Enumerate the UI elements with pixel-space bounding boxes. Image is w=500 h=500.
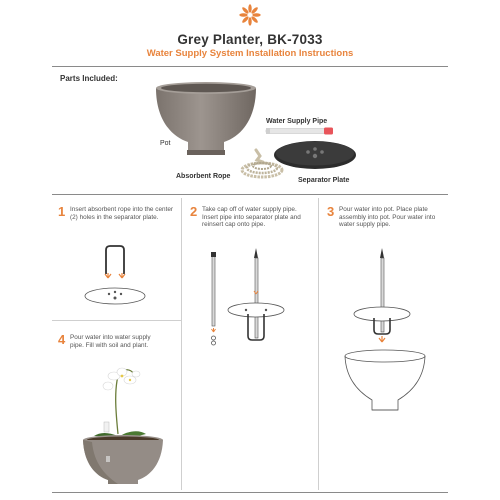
header-divider [52,66,448,67]
parts-heading: Parts Included: [60,74,118,83]
step-1-text: Insert absorbent rope into the center (2) holes in the separator plate. [70,206,174,221]
water-supply-pipe-image [266,126,334,136]
step-1-number: 1 [58,204,66,219]
pipe-label: Water Supply Pipe [266,118,328,125]
step-1-illustration [80,244,150,308]
step-3-illustration [338,244,438,420]
page-subtitle: Water Supply System Installation Instructions [146,48,354,59]
page-title: Grey Planter, BK-7033 [177,32,323,47]
footer-divider [52,492,448,493]
parts-divider [52,194,448,195]
step-4-text: Pour water into water supply pipe. Fill with soil and plant. [70,334,151,349]
step-2-number: 2 [190,204,198,219]
grid-divider-v2 [318,198,319,490]
rope-label: Absorbent Rope [176,173,231,180]
absorbent-rope-image [236,146,286,182]
pot-label: Pot [160,140,171,147]
step-3-number: 3 [327,204,335,219]
step-2-text: Take cap off of water supply pipe. Insert pipe into separator plate and reinsert cap onto pipe. [202,206,301,229]
grid-divider-h1 [52,320,181,321]
step-4-number: 4 [58,332,66,347]
step-3-text: Pour water into pot. Place plate assembly into pot. Pour water into water supply pipe. [339,206,436,229]
step-4-planted-pot-image [78,362,168,486]
grid-divider-v1 [181,198,182,490]
plate-label: Separator Plate [298,177,350,184]
step-2-illustration [196,244,308,356]
orange-flower-logo-icon [238,3,262,27]
